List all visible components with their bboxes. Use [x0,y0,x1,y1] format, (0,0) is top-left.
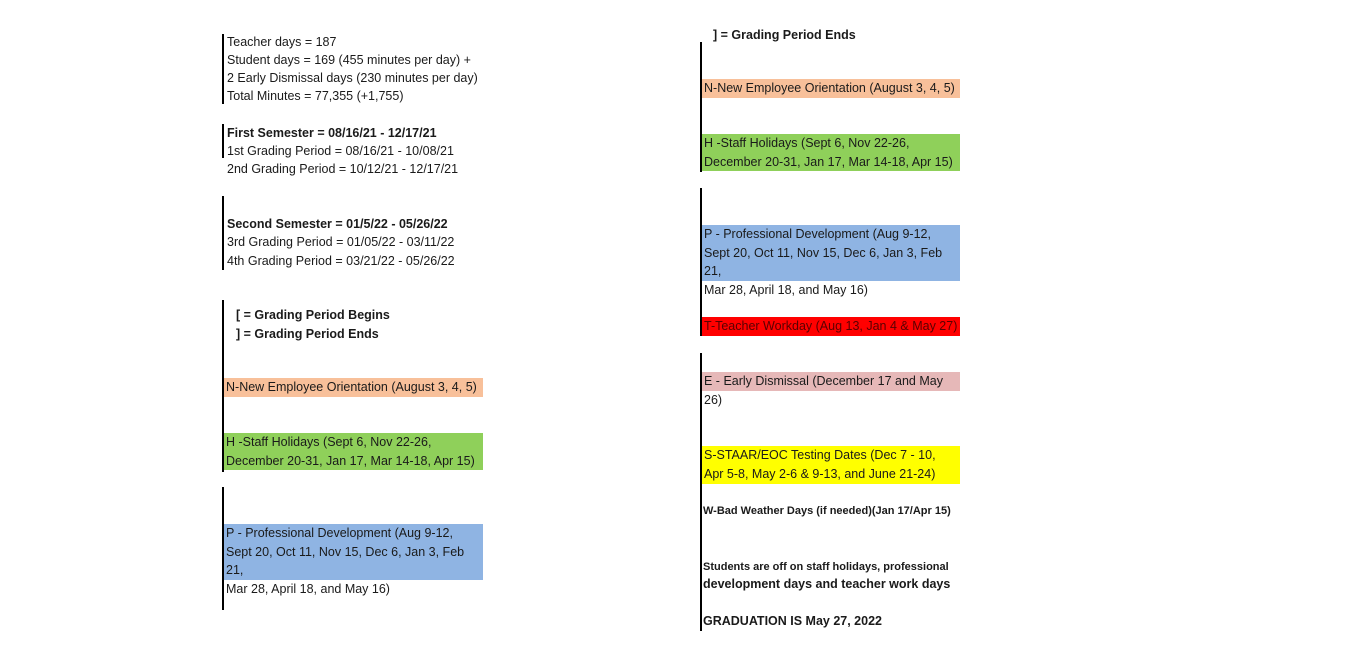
students-off-line-1: Students are off on staff holidays, professional [703,561,949,573]
teacher-days: Teacher days = 187 [227,35,337,49]
left-bracket-bar-2 [222,124,224,158]
prof-dev-line-2: Sept 20, Oct 11, Nov 15, Dec 6, Jan 3, Feb 21, [226,544,465,577]
right-prof-dev-line-2: Sept 20, Oct 11, Nov 15, Dec 6, Jan 3, Feb 21, [704,245,943,278]
right-bracket-bar-3 [700,353,702,631]
right-holidays-line-1: H -Staff Holidays (Sept 6, Nov 22-26, [704,136,910,150]
second-semester-title: Second Semester = 01/5/22 - 05/26/22 [227,217,448,231]
right-orientation-text: N-New Employee Orientation (August 3, 4, 5) [704,81,955,95]
grading-period-4: 4th Grading Period = 03/21/22 - 05/26/22 [227,254,455,268]
legend-ends: ] = Grading Period Ends [236,327,379,341]
right-prof-dev-line-1: P - Professional Development (Aug 9-12, [704,227,931,241]
first-semester-title: First Semester = 08/16/21 - 12/17/21 [227,126,437,140]
staar-line-2: Apr 5-8, May 2-6 & 9-13, and June 21-24) [704,466,936,481]
graduation-text: GRADUATION IS May 27, 2022 [703,614,882,628]
orientation-text: N-New Employee Orientation (August 3, 4, 5) [226,380,477,394]
right-holidays-line-2: December 20-31, Jan 17, Mar 14-18, Apr 15) [704,154,953,169]
holidays-line-1: H -Staff Holidays (Sept 6, Nov 22-26, [226,435,432,449]
staar-line-1: S-STAAR/EOC Testing Dates (Dec 7 - 10, [704,448,936,462]
grading-period-1: 1st Grading Period = 08/16/21 - 10/08/21 [227,144,454,158]
early-dismissal-text: E - Early Dismissal (December 17 and May 26) [704,374,943,407]
grading-period-3: 3rd Grading Period = 01/05/22 - 03/11/22 [227,235,455,249]
legend-begins: [ = Grading Period Begins [236,308,390,322]
left-bracket-bar-1 [222,34,224,104]
early-dismissal-box [702,372,960,407]
holidays-line-2: December 20-31, Jan 17, Mar 14-18, Apr 15) [226,453,475,468]
total-minutes: Total Minutes = 77,355 (+1,755) [227,89,404,103]
prof-dev-line-1: P - Professional Development (Aug 9-12, [226,526,453,540]
teacher-workday-text: T-Teacher Workday (Aug 13, Jan 4 & May 27) [704,319,958,333]
prof-dev-line-3: Mar 28, April 18, and May 16) [226,581,390,596]
students-off-line-2: development days and teacher work days [703,577,951,591]
prof-dev-box [224,524,483,596]
right-holidays-box [702,134,960,171]
right-prof-dev-box [702,225,960,297]
teacher-workday-box [702,317,960,336]
right-orientation-box [702,79,960,98]
holidays-box [224,433,483,470]
grading-period-2: 2nd Grading Period = 10/12/21 - 12/17/21 [227,162,459,176]
student-days: Student days = 169 (455 minutes per day) + [227,53,471,67]
right-prof-dev-line-3: Mar 28, April 18, and May 16) [704,282,868,297]
early-dismissal-days: 2 Early Dismissal days (230 minutes per day) [227,71,478,85]
bad-weather-text: W-Bad Weather Days (if needed)(Jan 17/Apr 15) [703,505,951,517]
right-legend-ends: ] = Grading Period Ends [713,28,856,42]
orientation-box [224,378,483,397]
staar-box [702,446,960,484]
left-bracket-bar-3 [222,196,224,270]
